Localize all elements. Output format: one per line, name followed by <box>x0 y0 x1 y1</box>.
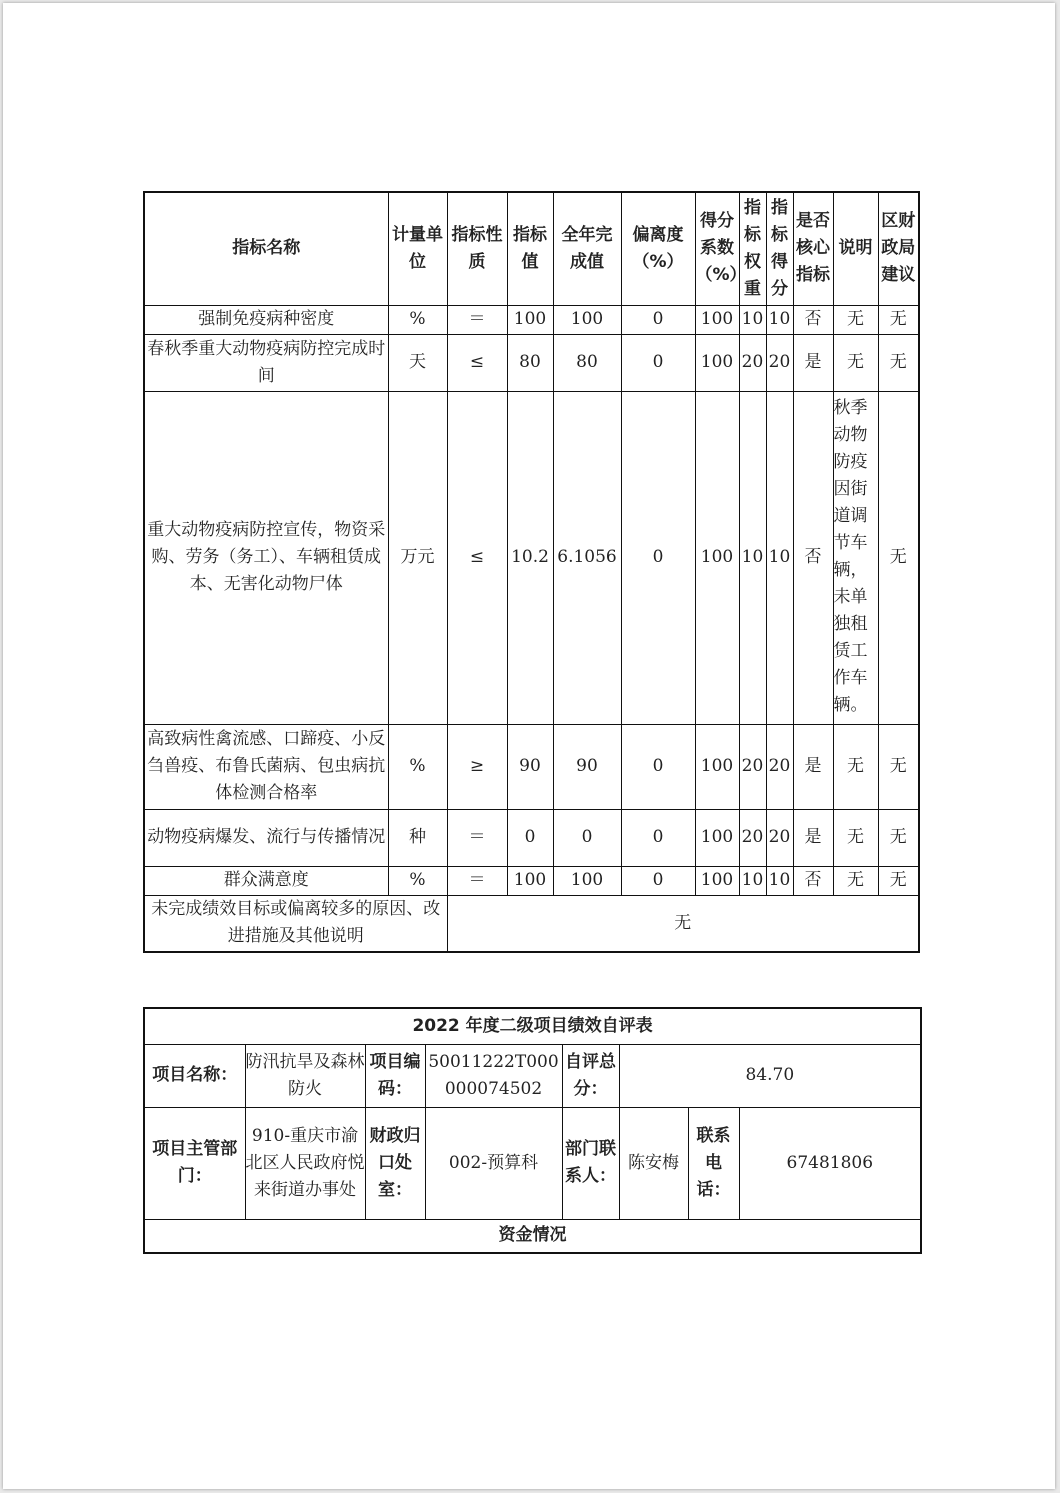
row-unit: 天 <box>388 334 447 391</box>
table-row <box>144 334 919 391</box>
row-weight: 10 <box>739 305 766 334</box>
footer-label: 未完成绩效目标或偏离较多的原因、改进措施及其他说明 <box>144 895 447 952</box>
row-deviation: 0 <box>621 391 695 724</box>
row-value: 10.2 <box>507 391 553 724</box>
contact-value: 陈安梅 <box>619 1107 688 1219</box>
row-advice: 无 <box>878 305 919 334</box>
row-nature: ≤ <box>447 391 507 724</box>
row-note: 无 <box>833 305 878 334</box>
phone-value: 67481806 <box>739 1107 921 1219</box>
phone-label: 联系电话： <box>688 1107 739 1219</box>
row-deviation: 0 <box>621 809 695 866</box>
row-unit: 万元 <box>388 391 447 724</box>
row-core: 否 <box>793 305 833 334</box>
row-note: 无 <box>833 809 878 866</box>
finance-value: 002-预算科 <box>425 1107 562 1219</box>
row-note: 秋季动物防疫因街道调节车辆，未单独租赁工作车辆。 <box>833 391 878 724</box>
row-actual: 80 <box>553 334 621 391</box>
row-nature: ＝ <box>447 866 507 895</box>
row-coef: 100 <box>695 334 739 391</box>
row-nature: ≥ <box>447 724 507 809</box>
row-score: 20 <box>766 809 793 866</box>
table-row <box>144 391 919 724</box>
row-deviation: 0 <box>621 305 695 334</box>
row-name: 高致病性禽流感、口蹄疫、小反刍兽疫、布鲁氏菌病、包虫病抗体检测合格率 <box>144 724 388 809</box>
header-actual: 全年完成值 <box>553 192 621 305</box>
footer-value: 无 <box>447 895 919 952</box>
contact-label: 部门联系人： <box>562 1107 619 1219</box>
row-nature: ＝ <box>447 809 507 866</box>
row-weight: 10 <box>739 391 766 724</box>
row-actual: 0 <box>553 809 621 866</box>
row-core: 否 <box>793 391 833 724</box>
row-deviation: 0 <box>621 724 695 809</box>
indicator-table <box>143 191 920 953</box>
row-note: 无 <box>833 334 878 391</box>
finance-label: 财政归口处室： <box>365 1107 425 1219</box>
row-advice: 无 <box>878 724 919 809</box>
row-unit: % <box>388 866 447 895</box>
project-name-label: 项目名称： <box>144 1044 245 1107</box>
row-core: 是 <box>793 809 833 866</box>
document-page <box>3 3 1055 1489</box>
project-name: 防汛抗旱及森林防火 <box>245 1044 365 1107</box>
row-value: 0 <box>507 809 553 866</box>
row-advice: 无 <box>878 334 919 391</box>
header-unit: 计量单位 <box>388 192 447 305</box>
row-weight: 10 <box>739 866 766 895</box>
table-row <box>144 305 919 334</box>
table-row <box>144 809 919 866</box>
table-row <box>144 866 919 895</box>
row-actual: 100 <box>553 866 621 895</box>
row-score: 10 <box>766 391 793 724</box>
row-value: 100 <box>507 866 553 895</box>
row-actual: 100 <box>553 305 621 334</box>
row-deviation: 0 <box>621 334 695 391</box>
score-label: 自评总分： <box>562 1044 619 1107</box>
row-core: 否 <box>793 866 833 895</box>
row-core: 是 <box>793 334 833 391</box>
header-coef: 得分系数（%） <box>695 192 739 305</box>
row-note: 无 <box>833 724 878 809</box>
table-title: 2022 年度二级项目绩效自评表 <box>144 1008 921 1044</box>
row-score: 10 <box>766 866 793 895</box>
row-coef: 100 <box>695 391 739 724</box>
table-row <box>144 724 919 809</box>
row-core: 是 <box>793 724 833 809</box>
row-coef: 100 <box>695 305 739 334</box>
row-advice: 无 <box>878 391 919 724</box>
dept-label: 项目主管部门： <box>144 1107 245 1219</box>
row-advice: 无 <box>878 809 919 866</box>
row-name: 春秋季重大动物疫病防控完成时间 <box>144 334 388 391</box>
row-actual: 90 <box>553 724 621 809</box>
row-name: 强制免疫病种密度 <box>144 305 388 334</box>
row-name: 群众满意度 <box>144 866 388 895</box>
row-advice: 无 <box>878 866 919 895</box>
row-nature: ＝ <box>447 305 507 334</box>
row-score: 20 <box>766 724 793 809</box>
header-nature: 指标性质 <box>447 192 507 305</box>
row-deviation: 0 <box>621 866 695 895</box>
table-footer-row <box>144 895 919 952</box>
row-value: 90 <box>507 724 553 809</box>
funds-heading: 资金情况 <box>144 1219 921 1253</box>
row-value: 100 <box>507 305 553 334</box>
row-coef: 100 <box>695 724 739 809</box>
row-unit: % <box>388 724 447 809</box>
row-coef: 100 <box>695 866 739 895</box>
header-name: 指标名称 <box>144 192 388 305</box>
row-score: 10 <box>766 305 793 334</box>
table-header-row <box>144 192 919 305</box>
row-note: 无 <box>833 866 878 895</box>
row-nature: ≤ <box>447 334 507 391</box>
row-score: 20 <box>766 334 793 391</box>
row-unit: 种 <box>388 809 447 866</box>
header-deviation: 偏离度（%） <box>621 192 695 305</box>
row-value: 80 <box>507 334 553 391</box>
header-value: 指标值 <box>507 192 553 305</box>
row-weight: 20 <box>739 334 766 391</box>
row-weight: 20 <box>739 809 766 866</box>
dept-value: 910-重庆市渝北区人民政府悦来街道办事处 <box>245 1107 365 1219</box>
row-name: 动物疫病爆发、流行与传播情况 <box>144 809 388 866</box>
project-code-label: 项目编码： <box>365 1044 425 1107</box>
score-value: 84.70 <box>619 1044 921 1107</box>
row-weight: 20 <box>739 724 766 809</box>
header-core: 是否核心指标 <box>793 192 833 305</box>
header-advice: 区财政局建议 <box>878 192 919 305</box>
row-coef: 100 <box>695 809 739 866</box>
header-score: 指标得分 <box>766 192 793 305</box>
row-unit: % <box>388 305 447 334</box>
self-evaluation-table <box>143 1007 922 1254</box>
header-weight: 指标权重 <box>739 192 766 305</box>
row-actual: 6.1056 <box>553 391 621 724</box>
row-name: 重大动物疫病防控宣传，物资采购、劳务（务工）、车辆租赁成本、无害化动物尸体 <box>144 391 388 724</box>
project-code: 50011222T000000074502 <box>425 1044 562 1107</box>
header-note: 说明 <box>833 192 878 305</box>
